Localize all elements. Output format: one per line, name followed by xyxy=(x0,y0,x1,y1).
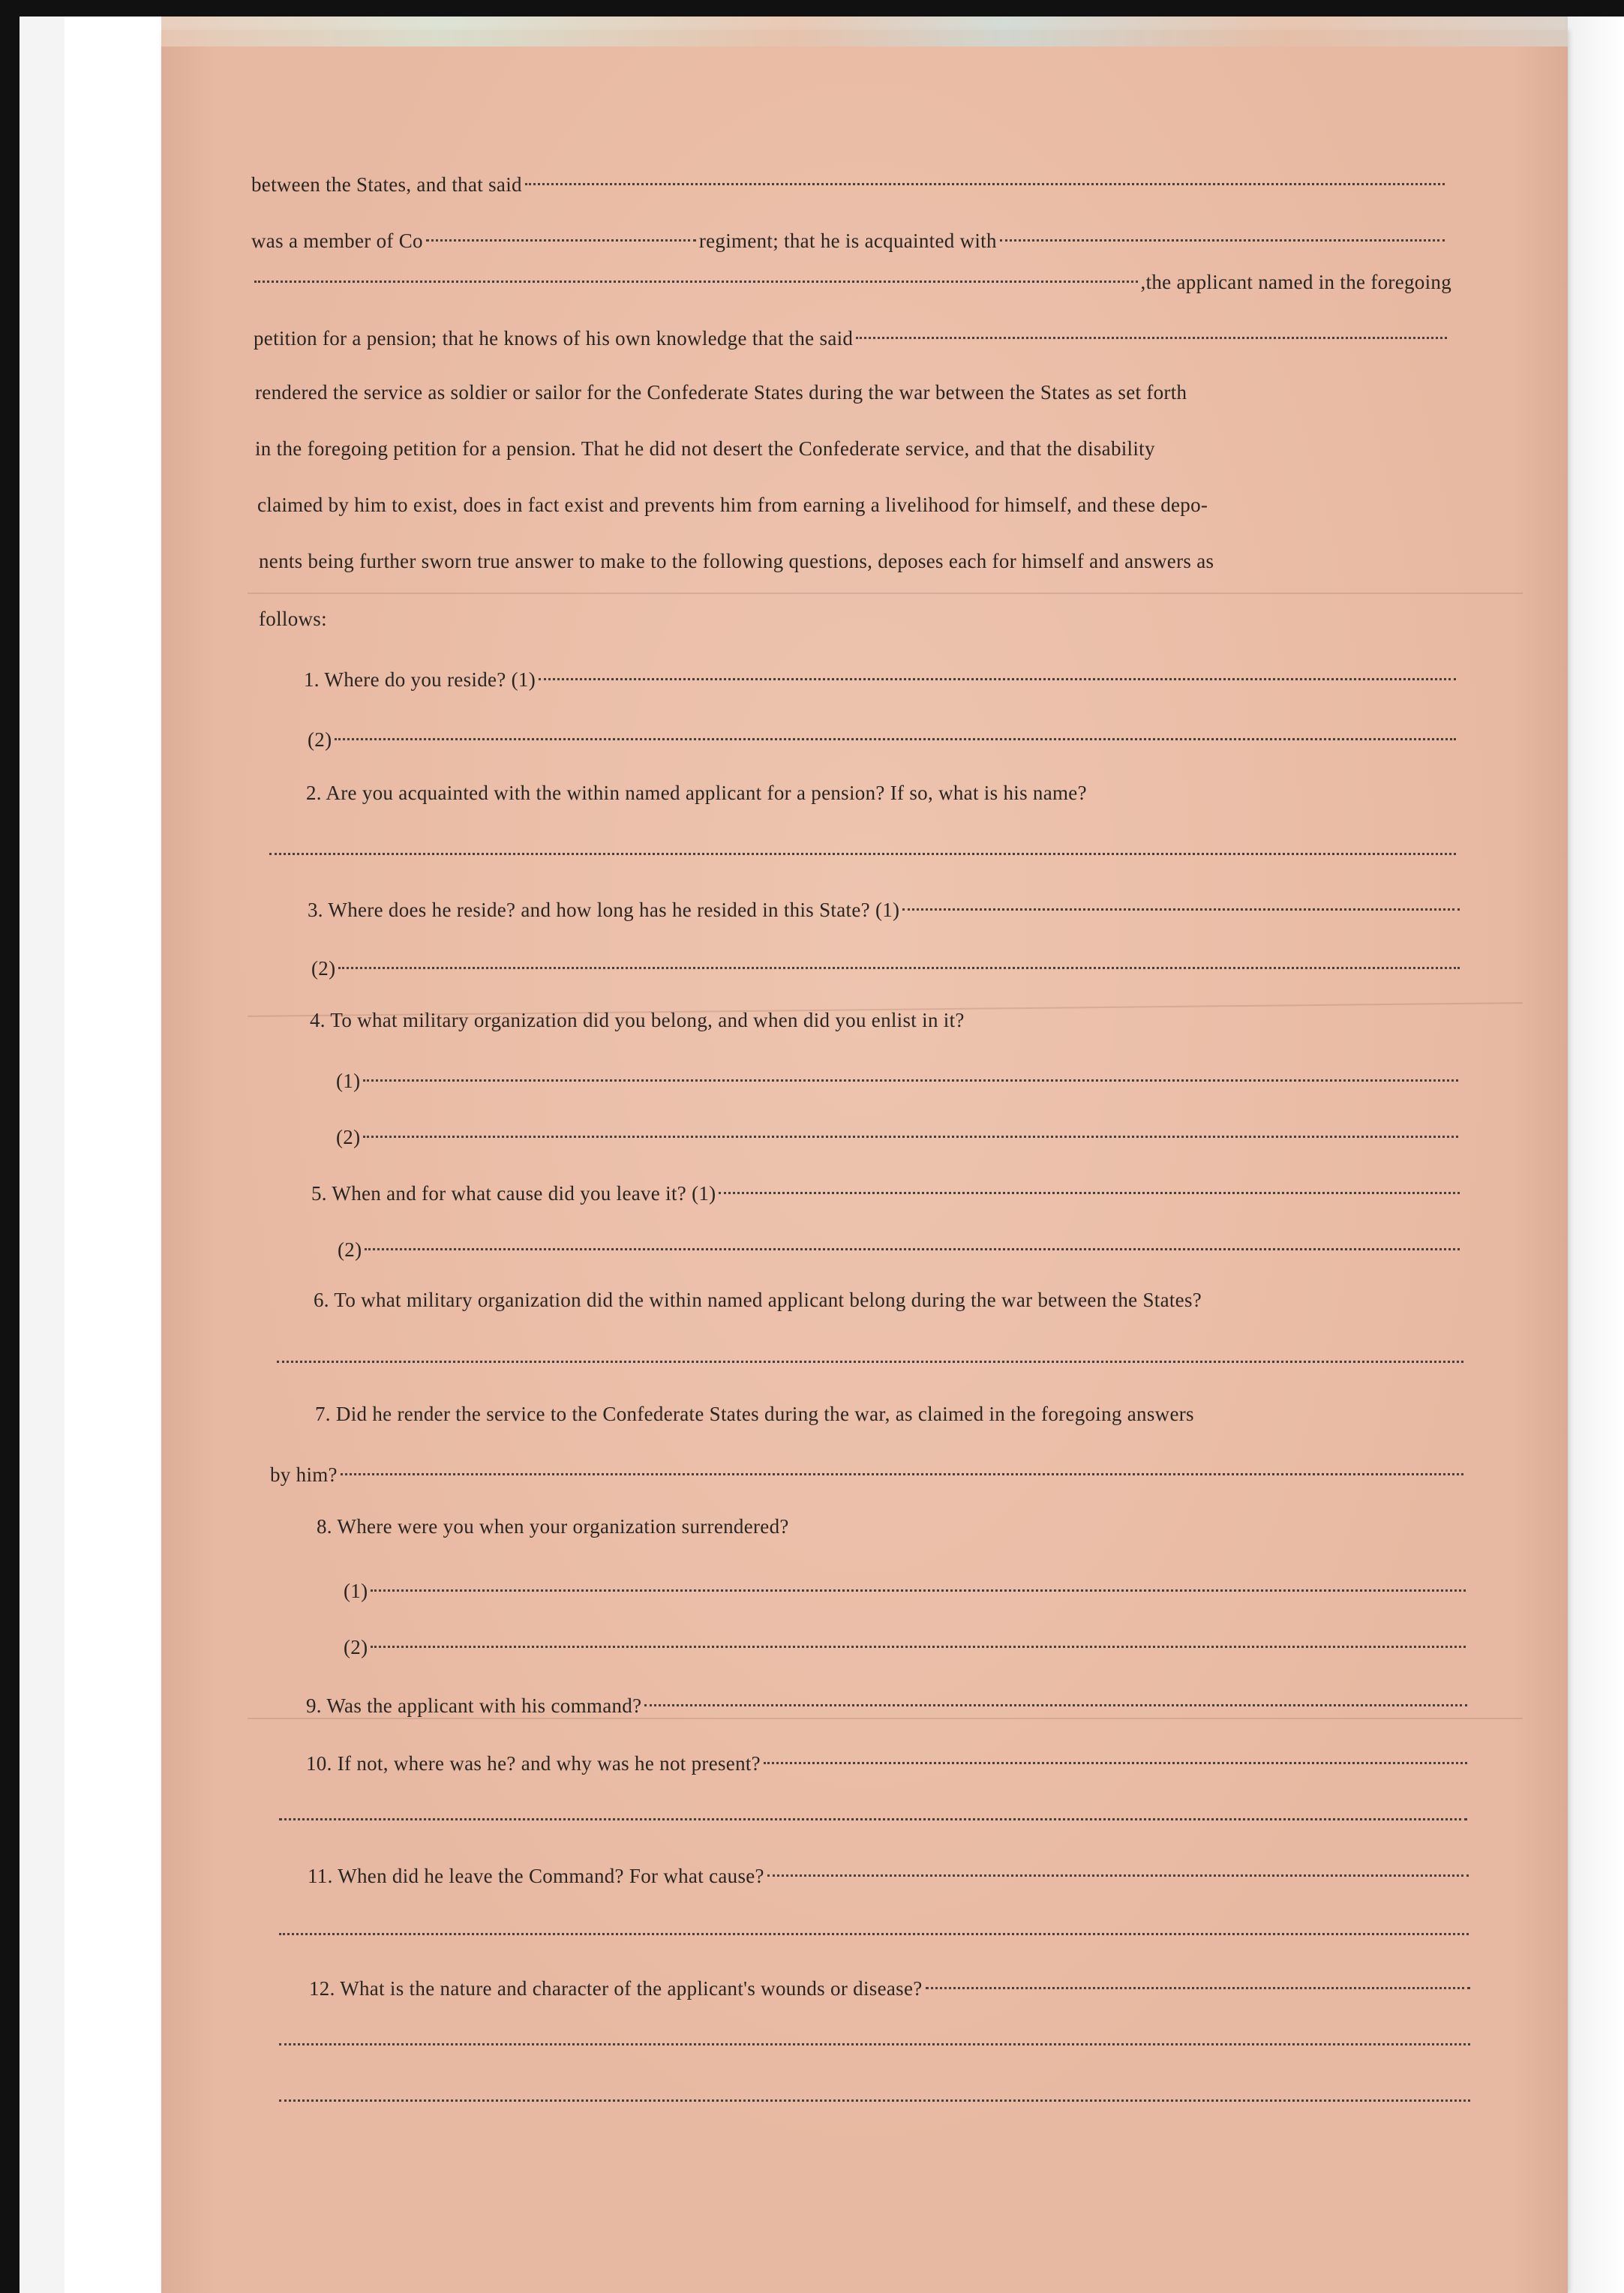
intro-line-8 xyxy=(259,550,1214,573)
question-text: 10. If not, where was he? and why was he not present? xyxy=(306,1752,761,1775)
answer-line xyxy=(371,1569,1466,1592)
question-8 xyxy=(317,1515,789,1538)
answer-line xyxy=(341,1453,1463,1475)
answer-line xyxy=(719,1172,1460,1194)
fill-line xyxy=(856,317,1447,339)
answer-line xyxy=(363,1115,1458,1138)
question-text: 11. When did he leave the Command? For what cause? xyxy=(308,1865,764,1887)
question-text: 1. Where do you reside? (1) xyxy=(304,668,536,691)
question-11 xyxy=(308,1860,1472,1888)
intro-text: rendered the service as soldier or sailor for the Confederate States during the war between the States as set forth xyxy=(255,381,1187,404)
fill-line xyxy=(1000,219,1445,242)
intro-line-9 xyxy=(259,608,327,631)
intro-text: claimed by him to exist, does in fact exist and prevents him from earning a livelihood for himself, and these depo- xyxy=(257,494,1208,516)
answer-line xyxy=(279,1798,1467,1820)
fill-line xyxy=(254,260,1138,283)
question-1-line-2 xyxy=(308,724,1459,752)
intro-line-5 xyxy=(255,381,1187,404)
question-4-line-1 xyxy=(336,1065,1461,1093)
question-text: 7. Did he render the service to the Confederate States during the war, as claimed in the foregoing answers xyxy=(315,1403,1194,1425)
question-7-line-2 xyxy=(270,1459,1466,1487)
answer-number: (2) xyxy=(336,1126,361,1148)
question-6-answer xyxy=(274,1346,1466,1369)
question-8-line-2 xyxy=(344,1631,1469,1659)
intro-text: between the States, and that said xyxy=(251,173,522,196)
intro-line-6 xyxy=(255,437,1155,461)
answer-line xyxy=(926,1967,1470,1989)
question-text: 4. To what military organization did you belong, and when did you enlist in it? xyxy=(310,1009,965,1031)
intro-text: nents being further sworn true answer to make to the following questions, deposes each for himself and answers as xyxy=(259,550,1214,572)
intro-line-7 xyxy=(257,494,1208,517)
question-6 xyxy=(314,1289,1202,1312)
answer-line xyxy=(644,1684,1467,1706)
intro-line-3 xyxy=(251,266,1451,294)
question-text: 9. Was the applicant with his command? xyxy=(306,1694,642,1717)
intro-text: follows: xyxy=(259,608,327,630)
fill-line xyxy=(426,219,696,242)
intro-line-2 xyxy=(251,225,1448,253)
intro-line-1 xyxy=(251,169,1448,197)
question-9 xyxy=(306,1690,1470,1718)
answer-number: (1) xyxy=(344,1580,368,1602)
answer-number: (2) xyxy=(311,957,336,980)
question-12 xyxy=(309,1973,1473,2000)
answer-line xyxy=(363,1059,1458,1082)
answer-line xyxy=(269,833,1456,855)
answer-line xyxy=(338,947,1460,969)
answer-number: (2) xyxy=(344,1636,368,1658)
intro-text: was a member of Co xyxy=(251,230,423,252)
intro-text: regiment; that he is acquainted with xyxy=(698,230,997,252)
answer-line xyxy=(277,1340,1463,1363)
answer-line xyxy=(365,1228,1460,1250)
question-3-line-2 xyxy=(311,953,1463,980)
question-1 xyxy=(304,664,1459,692)
question-text: 8. Where were you when your organization surrendered? xyxy=(317,1515,789,1538)
question-11-answer xyxy=(276,1919,1472,1941)
intro-text: petition for a pension; that he knows of his own knowledge that the said xyxy=(254,327,854,350)
question-text: 2. Are you acquainted with the within named applicant for a pension? If so, what is his name? xyxy=(306,782,1087,804)
answer-line xyxy=(902,888,1460,911)
intro-text: in the foregoing petition for a pension. That he did not desert the Confederate service, and that the disability xyxy=(255,437,1155,460)
question-7 xyxy=(315,1403,1194,1426)
answer-line xyxy=(335,718,1456,740)
question-2-answer xyxy=(266,839,1459,861)
question-4-line-2 xyxy=(336,1121,1461,1149)
question-text: 3. Where does he reside? and how long has he resided in this State? (1) xyxy=(308,899,900,921)
answer-line xyxy=(371,1625,1466,1648)
question-5-line-2 xyxy=(338,1234,1463,1262)
intro-line-4 xyxy=(254,323,1450,350)
answer-line xyxy=(539,658,1456,680)
question-5 xyxy=(311,1178,1463,1205)
question-4 xyxy=(310,1009,965,1032)
answer-line xyxy=(279,2079,1470,2102)
question-2 xyxy=(306,782,1087,805)
answer-line xyxy=(279,1913,1469,1935)
question-text: 6. To what military organization did the within named applicant belong during the war between the States? xyxy=(314,1289,1202,1311)
question-12-answer-1 xyxy=(276,2029,1473,2051)
question-text: 5. When and for what cause did you leave it? (1) xyxy=(311,1182,716,1205)
question-text: 12. What is the nature and character of the applicant's wounds or disease? xyxy=(309,1977,923,2000)
answer-number: (1) xyxy=(336,1070,361,1092)
question-text: by him? xyxy=(270,1463,338,1486)
fill-line xyxy=(525,163,1445,185)
question-10 xyxy=(306,1748,1470,1775)
answer-line xyxy=(279,2023,1470,2045)
question-8-line-1 xyxy=(344,1575,1469,1603)
answer-number: (2) xyxy=(308,728,332,751)
question-12-answer-2 xyxy=(276,2085,1473,2108)
answer-number: (2) xyxy=(338,1238,362,1261)
answer-line xyxy=(767,1854,1469,1877)
question-10-answer xyxy=(276,1804,1470,1826)
question-3 xyxy=(308,894,1463,922)
intro-text: ,the applicant named in the foregoing xyxy=(1140,271,1451,293)
answer-line xyxy=(764,1742,1467,1764)
